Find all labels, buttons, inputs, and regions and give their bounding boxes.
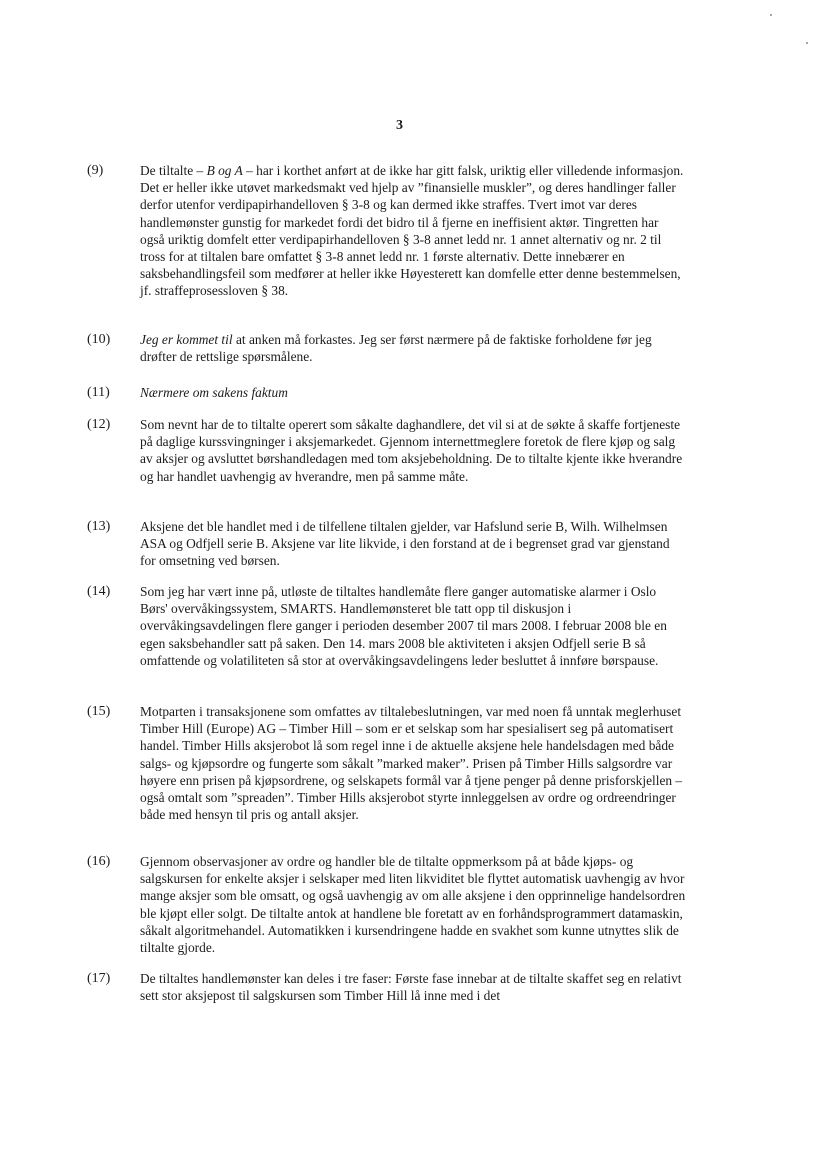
paragraph-number: (12) xyxy=(87,417,111,432)
paragraph-number: (16) xyxy=(87,854,111,869)
paragraph-text: Som jeg har vært inne på, utløste de tiltaltes handlemåte flere ganger automatiske alarmer i Oslo Børs' overvåkingssystem, SMARTS. Handlemønsteret ble tatt opp til diskusjon i overvåkingsavdelingen flere ganger i perioden desember 2007 til mars 2008. I februar 2008 ble en egen saksbehandler satt på saken. Den 14. mars 2008 ble aktiviteten i aksjen Odfjell serie B så omfattende og volatiliteten så stor at overvåkingsavdelingens leder besluttet å innføre børspause. xyxy=(140,584,667,668)
section-heading xyxy=(140,384,686,401)
paragraph-number: (15) xyxy=(87,704,111,719)
paragraph-text xyxy=(140,331,686,365)
paragraph-number: (10) xyxy=(87,332,111,347)
emphasis: Jeg er kommet til xyxy=(140,332,233,347)
paragraph-number: (13) xyxy=(87,519,111,534)
paragraph-number: (9) xyxy=(87,163,104,178)
paragraph-text: Motparten i transaksjonene som omfattes av tiltalebeslutningen, var med noen få unntak meglerhuset Timber Hill (Europe) AG – Timber Hill – som er et selskap som har spesialisert seg på automatisert handel. Timber Hills aksjerobot lå som regel inne i de aktuelle aksjene hele handelsdagen med både salgs- og kjøpsordre og fungerte som såkalt ”marked maker”. Prisen på Timber Hills salgsordre var høyere enn prisen på kjøpsordrene, og selskapets formål var å tjene penger på denne prisforskjellen – også omtalt som ”spreaden”. Timber Hills aksjerobot styrte innleggelsen av ordre og ordreendringer både med hensyn til pris og antall aksjer. xyxy=(140,704,683,823)
scan-speck xyxy=(806,42,808,44)
emphasis: Nærmere om sakens faktum xyxy=(140,385,288,400)
paragraph-text xyxy=(140,162,686,300)
paragraph-number: (11) xyxy=(87,385,110,400)
paragraph-number: (14) xyxy=(87,584,111,599)
page-number: 3 xyxy=(396,118,403,133)
paragraph-text: Gjennom observasjoner av ordre og handler ble de tiltalte oppmerksom på at både kjøps- og salgskursen for enkelte aksjer i selskaper med liten likviditet ble flyttet automatisk uavhengig av hvor mange aksjer som ble omsatt, og også uavhengig av om alle aksjene i den opprinnelige handelsordren ble kjøpt eller solgt. De tiltalte antok at handlene ble foretatt av en forhåndsprogrammert datamaskin, såkalt algoritmehandel. Automatikken i kursendringene hadde en svakhet som kunne utnyttes slik de tiltalte gjorde. xyxy=(140,854,686,956)
paragraph-text: De tiltaltes handlemønster kan deles i tre faser: Første fase innebar at de tiltalte skaffet seg en relativt sett stor aksjepost til salgskursen som Timber Hill lå inne med i det xyxy=(140,971,682,1004)
paragraph-number: (17) xyxy=(87,971,111,986)
paragraph-text: Aksjene det ble handlet med i de tilfellene tiltalen gjelder, var Hafslund serie B, Wilh. Wilhelmsen ASA og Odfjell serie B. Aksjene var lite likvide, i den forstand at de i begrenset grad var gjenstand for omsetning ved børsen. xyxy=(140,519,670,569)
scan-speck xyxy=(770,14,772,16)
text-run: – har i korthet anført at de ikke har gitt falsk, uriktig eller villedende informasjon. Det er heller ikke utøvet markedsmakt ved hjelp av ”finansielle muskler”, og deres handlinger faller derfor utenfor verdipapirhandelloven § 3-8 og kan dermed ikke straffes. Tvert imot var deres handlemønster gunstig for markedet fordi det bidro til å fjerne en ineffisient aktør. Tingretten har også uriktig domfelt etter verdipapirhandelloven § 3-8 annet ledd nr. 1 annet alternativ og nr. 2 til tross for at tiltalen bare omfattet § 3-8 annet ledd nr. 1 første alternativ. Dette innebærer en saksbehandlingsfeil som medfører at heller ikke Høyesterett kan domfelle etter denne bestemmelsen, jf. straffeprosessloven § 38. xyxy=(140,163,684,299)
text-run: at anken må forkastes. Jeg ser først nærmere på de faktiske forholdene før jeg drøfter de rettslige spørsmålene. xyxy=(140,332,652,365)
paragraph-text: Som nevnt har de to tiltalte operert som såkalte daghandlere, det vil si at de søkte å skaffe fortjeneste på daglige kurssvingninger i aksjemarkedet. Gjennom internettmeglere foretok de flere kjøp og salg av aksjer og avsluttet børshandledagen med tom aksjebeholdning. De to tiltalte kjente ikke hverandre og har handlet uavhengig av hverandre, men på samme måte. xyxy=(140,417,683,484)
text-run: De tiltalte – xyxy=(140,163,207,178)
emphasis: B og A xyxy=(206,163,243,178)
